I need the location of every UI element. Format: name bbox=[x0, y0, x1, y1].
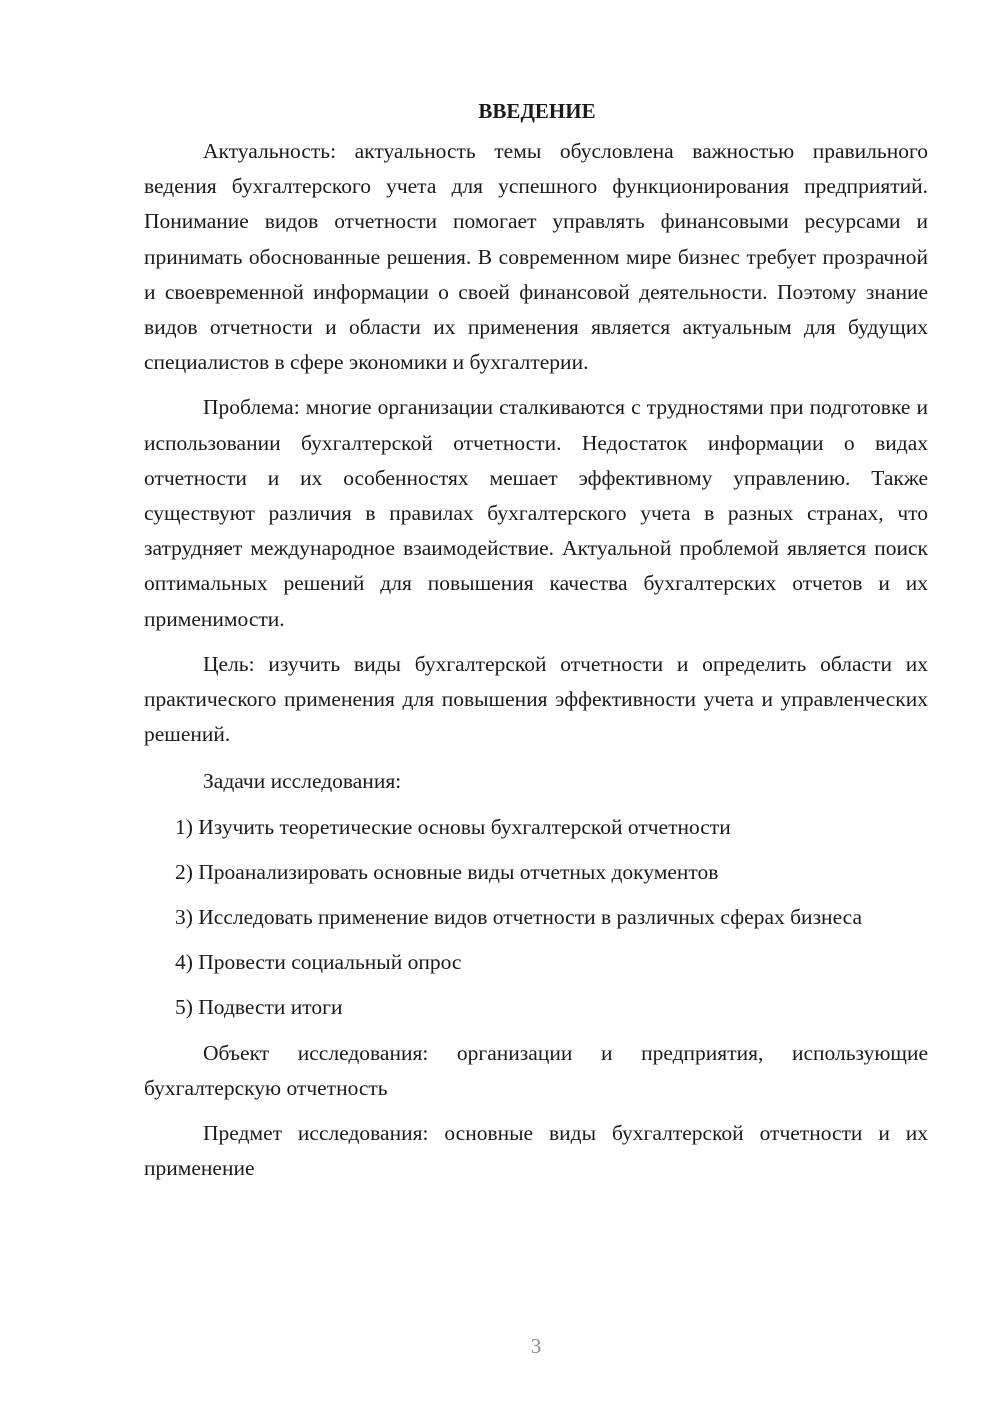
list-item: 2) Проанализировать основные виды отчетных документов bbox=[175, 859, 719, 884]
subject-paragraph: Предмет исследования: основные виды бухгалтерской отчетности и их применение bbox=[144, 1121, 928, 1181]
tasks-list bbox=[144, 810, 928, 1026]
object-paragraph: Объект исследования: организации и предприятия, использующие бухгалтерскую отчетность bbox=[144, 1040, 928, 1100]
problem-paragraph: Проблема: многие организации сталкиваются с трудностями при подготовке и использовании бухгалтерской отчетности. Недостаток информации о видах отчетности и их особенностях мешает эффективному управлению. Также существуют различия в правилах бухгалтерского учета в разных странах, что затрудняет международное взаимодействие. Актуальной проблемой является поиск оптимальных решений для повышения качества бухгалтерских отчетов и их применимости. bbox=[144, 395, 928, 631]
list-item: 3) Исследовать применение видов отчетности в различных сферах бизнеса bbox=[175, 905, 862, 930]
list-item: 5) Подвести итоги bbox=[175, 995, 343, 1020]
tasks-title: Задачи исследования: bbox=[203, 769, 402, 794]
list-item: 4) Провести социальный опрос bbox=[175, 950, 462, 975]
page-content bbox=[144, 94, 928, 1186]
page-title: ВВЕДЕНИЕ bbox=[478, 99, 596, 123]
goal-paragraph: Цель: изучить виды бухгалтерской отчетности и определить области их практического применения для повышения эффективности учета и управленческих решений. bbox=[144, 651, 928, 747]
page-number: 3 bbox=[530, 1334, 542, 1358]
relevance-paragraph: Актуальность: актуальность темы обусловлена важностью правильного ведения бухгалтерского учета для успешного функционирования предприятий. Понимание видов отчетности помогает управлять финансовыми ресурсами и принимать обоснованные решения. В современном мире бизнес требует прозрачной и своевременной информации о своей финансовой деятельности. Поэтому знание видов отчетности и области их применения является актуальным для будущих специалистов в сфере экономики и бухгалтерии. bbox=[144, 139, 928, 375]
list-item: 1) Изучить теоретические основы бухгалтерской отчетности bbox=[175, 814, 731, 839]
